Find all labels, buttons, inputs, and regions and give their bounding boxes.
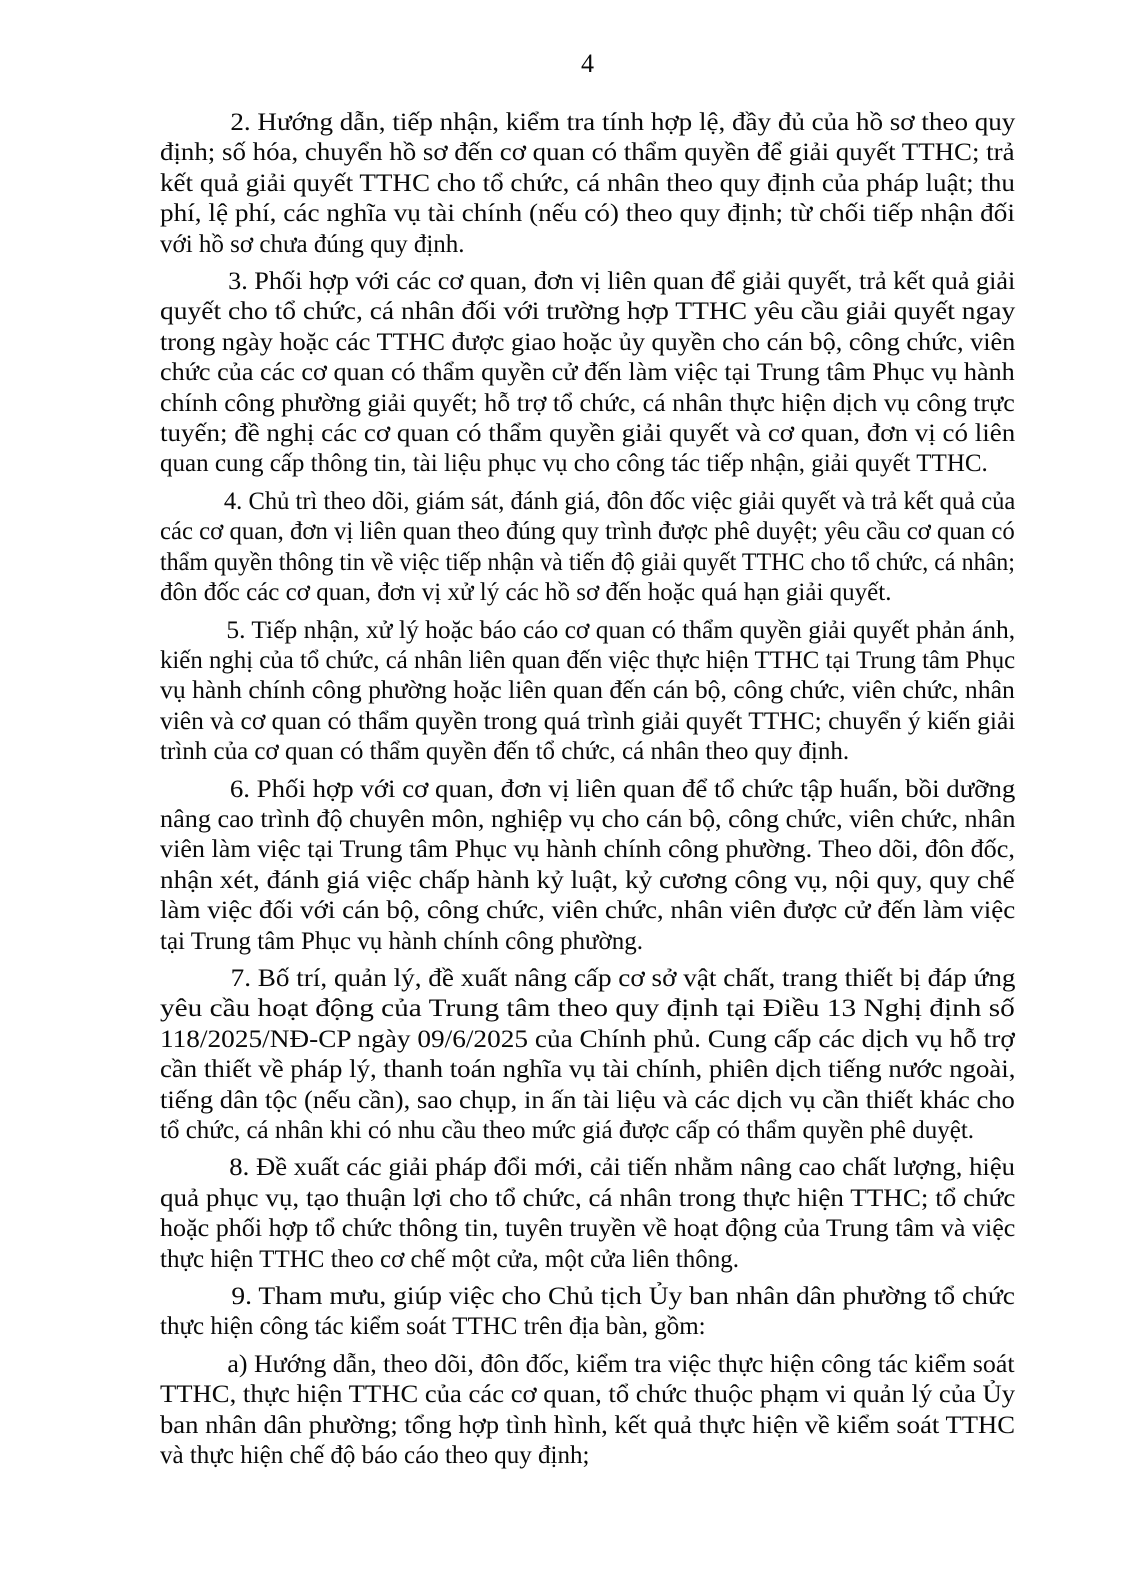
text-line: nâng cao trình độ chuyên môn, nghiệp vụ cho cán bộ, công chức, viên chức, nhân — [160, 805, 1016, 833]
paragraph-2 — [160, 108, 1015, 260]
text-line: quả phục vụ, tạo thuận lợi cho tổ chức, cá nhân trong thực hiện TTHC; tổ chức — [160, 1184, 1016, 1212]
text-line: tuyến; đề nghị các cơ quan có thẩm quyền giải quyết và cơ quan, đơn vị có liên — [160, 420, 1016, 448]
text-line: định; số hóa, chuyển hồ sơ đến cơ quan có thẩm quyền để giải quyết TTHC; trả — [160, 139, 1015, 167]
text-line: tại Trung tâm Phục vụ hành chính công phường. — [160, 927, 643, 955]
text-line: tổ chức, cá nhân khi có nhu cầu theo mức giá được cấp có thẩm quyền phê duyệt. — [160, 1117, 975, 1144]
text-line: 9. Tham mưu, giúp việc cho Chủ tịch Ủy ban nhân dân phường tổ chức — [231, 1283, 1016, 1311]
text-line: nhận xét, đánh giá việc chấp hành kỷ luật, kỷ cương công vụ, nội quy, quy chế — [160, 866, 1015, 894]
text-line: quan cung cấp thông tin, tài liệu phục vụ cho công tác tiếp nhận, giải quyết TTHC. — [160, 450, 988, 478]
paragraph-8 — [160, 1153, 1015, 1275]
text-line: tiếng dân tộc (nếu cần), sao chụp, in ấn tài liệu và các dịch vụ cần thiết khác cho — [160, 1086, 1015, 1114]
text-line: trong ngày hoặc các TTHC được giao hoặc ủy quyền cho cán bộ, công chức, viên — [160, 328, 1016, 356]
paragraph-4 — [160, 487, 1015, 609]
paragraph-7 — [160, 964, 1015, 1146]
text-line: kiến nghị của tổ chức, cá nhân liên quan đến việc thực hiện TTHC tại Trung tâm Phục — [160, 646, 1016, 674]
text-line: 118/2025/NĐ-CP ngày 09/6/2025 của Chính phủ. Cung cấp các dịch vụ hỗ trợ — [160, 1025, 1015, 1053]
paragraph-5 — [160, 616, 1015, 768]
text-line: 2. Hướng dẫn, tiếp nhận, kiểm tra tính hợp lệ, đầy đủ của hồ sơ theo quy — [230, 109, 1016, 136]
text-line: cần thiết về pháp lý, thanh toán nghĩa vụ tài chính, phiên dịch tiếng nước ngoài, — [160, 1056, 1016, 1084]
text-line: TTHC, thực hiện TTHC của các cơ quan, tổ chức thuộc phạm vi quản lý của Ủy — [160, 1381, 1016, 1409]
text-line: 6. Phối hợp với cơ quan, đơn vị liên quan để tổ chức tập huấn, bồi dưỡng — [229, 775, 1016, 803]
page-number: 4 — [581, 49, 594, 78]
paragraph-9a — [160, 1350, 1015, 1472]
text-line: viên và cơ quan có thẩm quyền trong quá trình giải quyết TTHC; chuyển ý kiến giải — [160, 707, 1016, 735]
text-line: trình của cơ quan có thẩm quyền đến tổ chức, cá nhân theo quy định. — [160, 738, 850, 766]
text-line: đôn đốc các cơ quan, đơn vị xử lý các hồ sơ đến hoặc quá hạn giải quyết. — [160, 579, 892, 607]
text-line: làm việc đối với cán bộ, công chức, viên chức, nhân viên được cử đến làm việc — [160, 897, 1016, 925]
paragraph-6 — [160, 775, 1015, 957]
text-line: các cơ quan, đơn vị liên quan theo đúng quy trình được phê duyệt; yêu cầu cơ quan có — [160, 518, 1015, 546]
text-line: thẩm quyền thông tin về việc tiếp nhận và tiến độ giải quyết TTHC cho tổ chức, cá nhân; — [160, 548, 1015, 576]
text-line: thực hiện TTHC theo cơ chế một cửa, một cửa liên thông. — [160, 1245, 739, 1273]
text-line: phí, lệ phí, các nghĩa vụ tài chính (nếu có) theo quy định; từ chối tiếp nhận đối — [160, 200, 1015, 228]
text-line: quyết cho tổ chức, cá nhân đối với trường hợp TTHC yêu cầu giải quyết ngay — [160, 298, 1016, 326]
paragraph-9 — [160, 1282, 1015, 1343]
text-line: thực hiện công tác kiểm soát TTHC trên địa bàn, gồm: — [160, 1313, 706, 1341]
document-body — [160, 108, 1015, 1471]
text-line: a) Hướng dẫn, theo dõi, đôn đốc, kiểm tra việc thực hiện công tác kiểm soát — [227, 1350, 1015, 1378]
text-line: kết quả giải quyết TTHC cho tổ chức, cá nhân theo quy định của pháp luật; thu — [160, 169, 1015, 197]
text-line: vụ hành chính công phường hoặc liên quan đến cán bộ, công chức, viên chức, nhân — [160, 677, 1015, 705]
text-line: ban nhân dân phường; tổng hợp tình hình, kết quả thực hiện về kiểm soát TTHC — [160, 1411, 1015, 1439]
text-line: chức của các cơ quan có thẩm quyền cử đến làm việc tại Trung tâm Phục vụ hành — [160, 359, 1015, 387]
text-line: hoặc phối hợp tổ chức thông tin, tuyên truyền về hoạt động của Trung tâm và việc — [160, 1215, 1016, 1243]
text-line: với hồ sơ chưa đúng quy định. — [160, 230, 465, 258]
text-line: và thực hiện chế độ báo cáo theo quy định; — [160, 1442, 590, 1470]
text-line: 5. Tiếp nhận, xử lý hoặc báo cáo cơ quan có thẩm quyền giải quyết phản ánh, — [226, 616, 1016, 644]
text-line: yêu cầu hoạt động của Trung tâm theo quy định tại Điều 13 Nghị định số — [160, 995, 1015, 1023]
text-line: viên làm việc tại Trung tâm Phục vụ hành chính công phường. Theo dõi, đôn đốc, — [160, 836, 1015, 864]
text-line: chính công phường giải quyết; hỗ trợ tổ chức, cá nhân thực hiện dịch vụ công trực — [160, 389, 1015, 417]
text-line: 8. Đề xuất các giải pháp đổi mới, cải tiến nhằm nâng cao chất lượng, hiệu — [229, 1154, 1015, 1182]
paragraph-3 — [160, 267, 1015, 480]
text-line: 4. Chủ trì theo dõi, giám sát, đánh giá, đôn đốc việc giải quyết và trả kết quả của — [223, 487, 1016, 515]
text-line: 3. Phối hợp với các cơ quan, đơn vị liên quan để giải quyết, trả kết quả giải — [228, 268, 1016, 296]
text-line: 7. Bố trí, quản lý, đề xuất nâng cấp cơ sở vật chất, trang thiết bị đáp ứng — [230, 964, 1016, 992]
